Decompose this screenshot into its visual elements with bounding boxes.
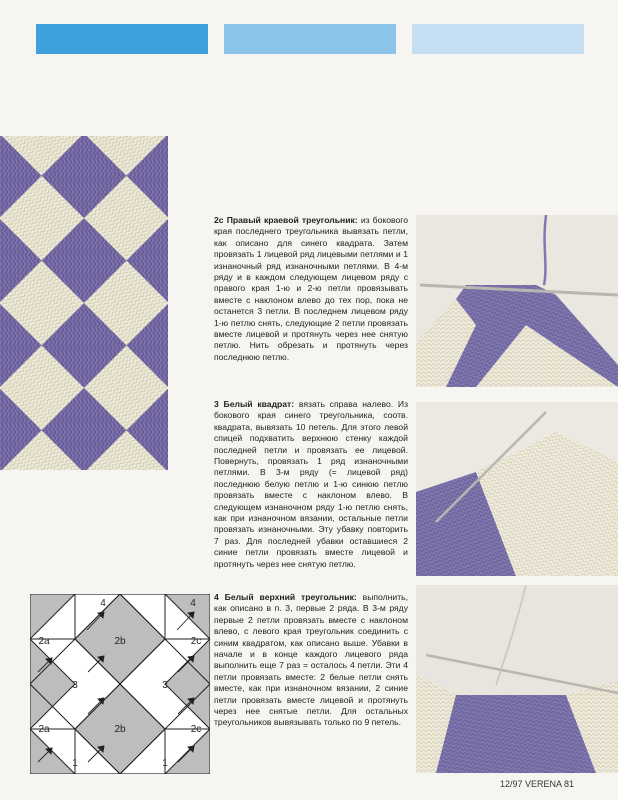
- knit-photo-white-square: [416, 402, 618, 576]
- diagram-label: 2a: [38, 636, 50, 647]
- page-footer: 12/97 VERENA 81: [500, 779, 575, 789]
- diagram-label: 4: [190, 598, 196, 609]
- diagram-label: 1: [72, 758, 78, 769]
- construction-diagram: [30, 594, 210, 774]
- diagram-label: 4: [100, 598, 106, 609]
- diagram-label: 2a: [38, 724, 50, 735]
- diagram-label: 2c: [190, 636, 202, 647]
- header-bar-dark: [36, 24, 208, 54]
- diagram-label: 2c: [190, 724, 202, 735]
- section-3: [214, 399, 408, 570]
- section-4-body: выполнить, как описано в п. 3, первые 2 ряда. В 3-м ряду первые 2 петли провязать вместе с наклоном влево, с левого края треугольник соединить с синим квадратом, как описано выше. Убавки в начале и в конце каждого лицевого ряда выполнить еще 7 раз = осталось 4 петли. Эти 4 петли провязать вместе: 2 белые петли снять вместе, как при изнаночном вязании, 2 синие петли провязать вместе лицевой и протянуть через нее снятые петли. Для остальных треугольников вывязывать только по 9 петель.: [214, 592, 409, 728]
- section-2c: [214, 215, 408, 363]
- section-2c-body: из бокового края последнего треугольника вывязать петли, как описано для синего квадрата. Затем провязать 1 лицевой ряд лицевыми петлями и 1 изнаночный ряд изнаночными петлями. В 4-м ряду и в каждом следующем лицевом ряду с правого края 1-ю и 2-ю петли провязывать вместе с наклоном влево до тех пор, пока не останется 3 петли. В последнем лицевом ряду 1-ю петлю снять, следующие 2 петли провязать вместе лицевой и протянуть через нее снятую петлю. Нить обрезать и протянуть через последнюю петлю.: [214, 215, 408, 362]
- knit-photo-top-triangle: [416, 585, 618, 773]
- header-bar-mid: [224, 24, 396, 54]
- section-4-number: 4: [214, 592, 219, 602]
- diagram-label: 3: [162, 680, 168, 691]
- section-4-heading: Белый верхний треугольник:: [224, 592, 357, 602]
- section-3-heading: Белый квадрат:: [223, 399, 295, 409]
- knit-photo-edge-triangle: [416, 215, 618, 387]
- section-3-number: 3: [214, 399, 219, 409]
- section-3-body: вязать справа налево. Из бокового края синего треугольника, соотв. квадрата, вывязать 10 петель. Для этого левой спицей подхватить верхнюю стенку каждой последней петли и провязать ее лицевой. Повернуть, провязать 1 ряд изнаночными петлями. В 3-м ряду (= лицевой ряд) последнюю белую петлю и 1-ю синюю петлю провязать вместе с наклоном влево. В следующем изнаночном ряду 1-ю петлю снять, как при изнаночном вязании, остальные петли провязать изнаночными. Эту убавку повторить 7 раз. Для последней убавки оставшиеся 2 синие петли провязать вместе лицевой и протянуть через нее снятую петлю.: [214, 399, 409, 569]
- diagram-label: 2b: [114, 724, 126, 735]
- diagram-label: 2b: [114, 636, 126, 647]
- section-4: [214, 592, 408, 729]
- section-2c-number: 2с: [214, 215, 224, 225]
- section-2c-heading: Правый краевой треугольник:: [226, 215, 358, 225]
- diagram-label: 3: [72, 680, 78, 691]
- diagram-label: 1: [162, 758, 168, 769]
- knit-swatch-photo: [0, 136, 168, 470]
- header-bar-light: [412, 24, 584, 54]
